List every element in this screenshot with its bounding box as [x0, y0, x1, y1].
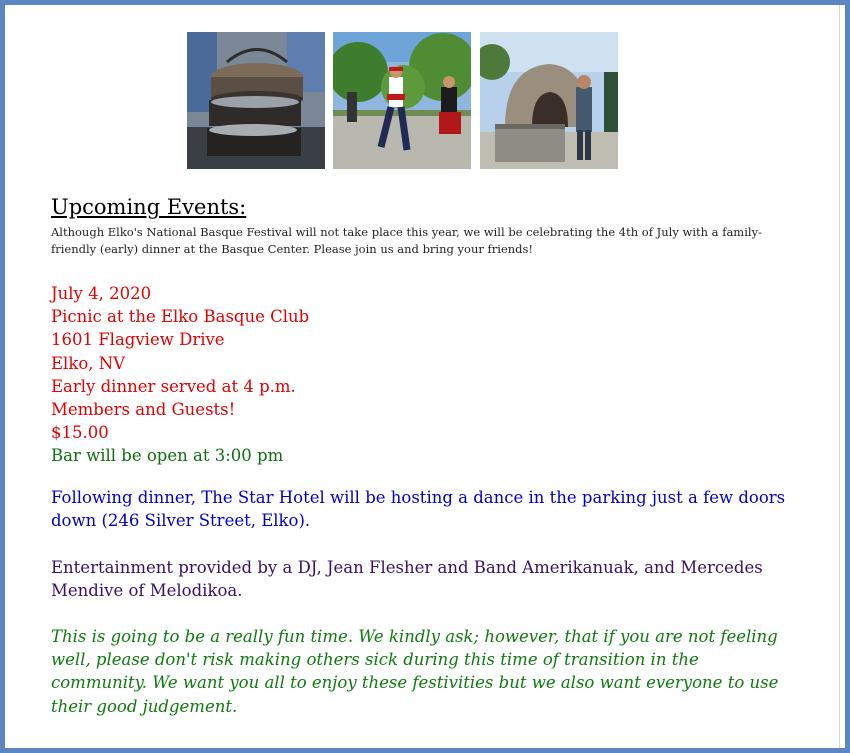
event-details — [51, 282, 309, 468]
basque-dancers-photo[interactable] — [333, 32, 471, 169]
bread-oven-photo[interactable] — [480, 32, 618, 169]
event-date: July 4, 2020 — [51, 284, 152, 303]
notice-paragraph: This is going to be a really fun time. We kindly ask; however, that if you are not feeling well, please don't risk making others sick during this time of transition in the community. We want you all to enjoy these festivities but we also want everyone to use their good judgement. — [51, 627, 779, 716]
intro-text: Although Elko's National Basque Festival will not take place this year, we will be celebrating the 4th of July with a family-friendly (early) dinner at the Basque Center. Please join us and bring your friends! — [51, 225, 762, 256]
event-audience: Members and Guests! — [51, 400, 236, 420]
event-address: 1601 Flagview Drive — [51, 330, 225, 350]
event-price: $15.00 — [51, 423, 109, 443]
dance-paragraph: Following dinner, The Star Hotel will be hosting a dance in the parking just a few doors down (246 Silver Street, Elko). — [51, 488, 786, 531]
scrollbar-divider — [839, 5, 840, 748]
event-city: Elko, NV — [51, 353, 126, 373]
dutch-ovens-photo[interactable] — [187, 32, 325, 169]
upcoming-events-heading: Upcoming Events: — [51, 195, 247, 219]
event-title: Picnic at the Elko Basque Club — [51, 307, 310, 327]
entertainment-paragraph: Entertainment provided by a DJ, Jean Flesher and Band Amerikanuak, and Mercedes Mendive of Melodikoa. — [51, 558, 763, 601]
event-bar-time: Bar will be open at 3:00 pm — [51, 446, 284, 466]
event-dinner-time: Early dinner served at 4 p.m. — [51, 376, 296, 396]
